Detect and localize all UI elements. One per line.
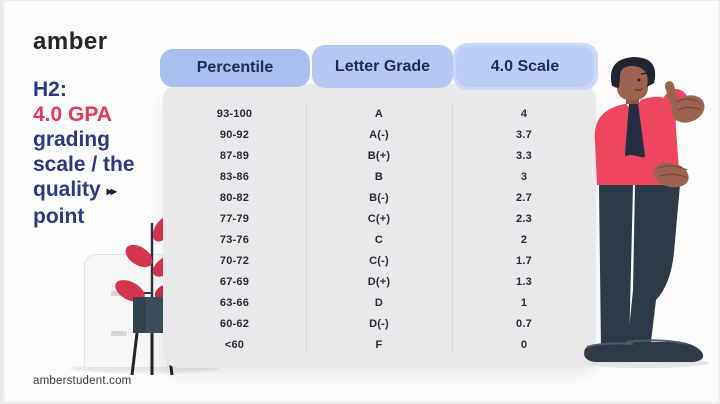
table-body	[163, 103, 596, 355]
table-cell: 2	[520, 233, 528, 246]
table-cell: 60-62	[219, 317, 250, 330]
table-cell: 0.7	[516, 317, 532, 330]
table-cell: 1.3	[516, 275, 532, 288]
page-title	[33, 77, 173, 229]
table-cell: 0	[520, 338, 528, 351]
table-cell: 70-72	[219, 254, 250, 267]
table-cell: 93-100	[216, 107, 253, 120]
heading-line: grading	[33, 128, 110, 151]
table-cell: 80-82	[219, 191, 250, 204]
table-cell: 3.7	[516, 128, 532, 141]
heading-line-text: quality	[33, 178, 101, 201]
table-cell: 63-66	[219, 296, 250, 309]
table-cell: F	[375, 338, 383, 351]
table-row	[163, 313, 596, 334]
table-cell: A	[374, 107, 384, 120]
table-cell: <60	[224, 338, 245, 351]
table-row	[163, 187, 596, 208]
gpa-table-card	[163, 84, 596, 368]
table-row	[163, 292, 596, 313]
table-cell: D	[374, 296, 384, 309]
table-cell: B(-)	[369, 191, 389, 204]
table-cell: 3	[520, 170, 528, 183]
table-row	[163, 166, 596, 187]
table-row	[163, 124, 596, 145]
heading-line	[33, 177, 173, 204]
table-cell: 1.7	[516, 254, 532, 267]
table-row	[163, 229, 596, 250]
column-header-letter-grade: Letter Grade	[312, 45, 453, 88]
heading-highlight: 4.0 GPA	[33, 103, 112, 126]
table-cell: 67-69	[219, 275, 250, 288]
table-cell: 3.3	[516, 149, 532, 162]
table-cell: 83-86	[219, 170, 250, 183]
table-row	[163, 250, 596, 271]
heading-prefix: H2:	[33, 78, 67, 101]
table-row	[163, 145, 596, 166]
table-cell: 2.7	[516, 191, 532, 204]
table-cell: 2.3	[516, 212, 532, 225]
column-header-scale: 4.0 Scale	[456, 46, 594, 87]
heading-line: point	[33, 205, 85, 228]
table-cell: 90-92	[219, 128, 250, 141]
column-header-percentile: Percentile	[160, 49, 310, 87]
table-row	[163, 334, 596, 355]
table-row	[163, 208, 596, 229]
table-cell: B(+)	[367, 149, 391, 162]
table-cell: D(-)	[369, 317, 389, 330]
website-url: amberstudent.com	[33, 375, 132, 387]
table-cell: C(-)	[369, 254, 389, 267]
table-cell: 4	[520, 107, 528, 120]
table-row	[163, 271, 596, 292]
table-cell: C	[374, 233, 384, 246]
table-cell: D(+)	[367, 275, 391, 288]
table-row	[163, 103, 596, 124]
table-cell: 77-79	[219, 212, 250, 225]
table-cell: C(+)	[367, 212, 391, 225]
table-cell: 87-89	[219, 149, 250, 162]
table-cell: 73-76	[219, 233, 250, 246]
double-arrow-icon: ▸▸	[106, 184, 115, 198]
heading-line: scale / the	[33, 153, 135, 176]
table-cell: 1	[520, 296, 528, 309]
brand-logo: amber	[33, 28, 108, 55]
table-cell: B	[374, 170, 384, 183]
table-cell: A(-)	[369, 128, 389, 141]
man-thumbs-up-illustration	[575, 52, 720, 372]
